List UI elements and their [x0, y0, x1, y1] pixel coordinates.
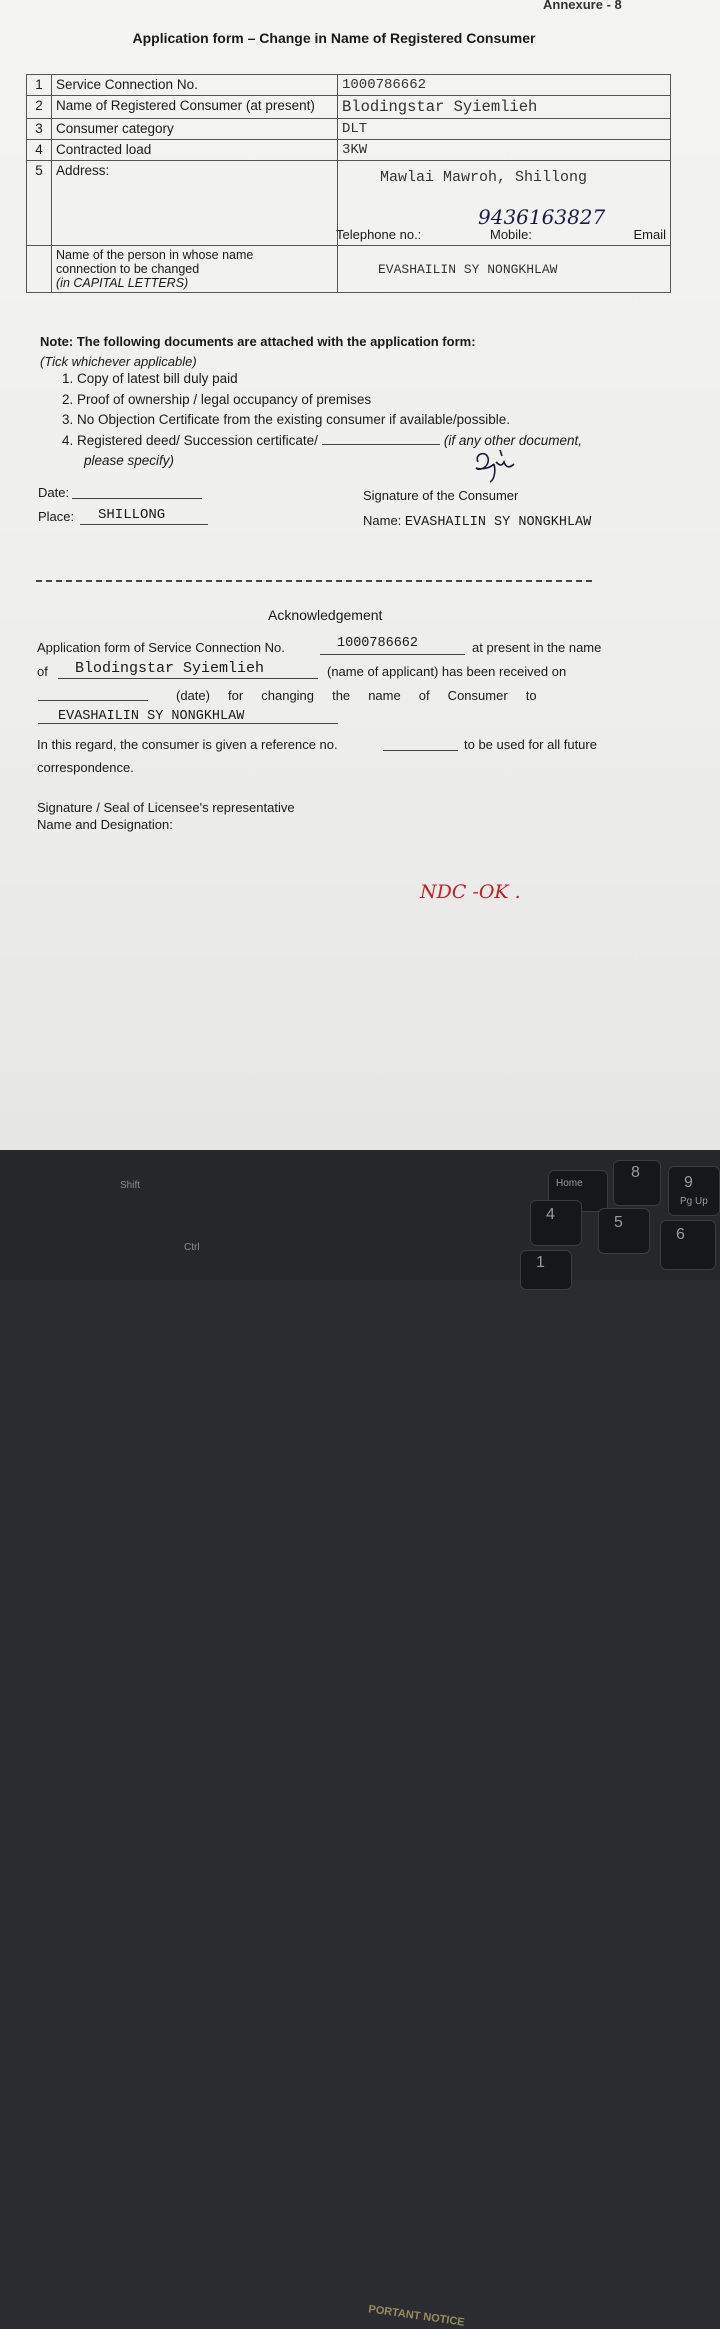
row-number: 3	[27, 119, 52, 140]
key-9-label: 9	[684, 1174, 693, 1191]
key-4-label: 4	[546, 1206, 555, 1223]
key-8-label: 8	[631, 1164, 640, 1181]
pgup-key	[668, 1166, 720, 1216]
blank-line	[322, 444, 440, 445]
ack-text: at present in the name	[472, 640, 602, 655]
row-value: DLT	[338, 119, 671, 140]
place-underline	[80, 524, 208, 525]
key-5-label: 5	[614, 1214, 623, 1231]
key-1	[520, 1250, 572, 1290]
ack-connection-value: 1000786662	[337, 636, 419, 651]
ack-underline	[58, 678, 318, 679]
table-row	[27, 75, 671, 96]
annexure-label: Annexure - 8	[543, 0, 622, 12]
ctrl-key-label: Ctrl	[184, 1242, 200, 1253]
date-blank-line	[72, 498, 202, 499]
ack-line-1	[37, 636, 619, 655]
list-item-suffix: (if any other document,	[443, 432, 582, 448]
home-key-label: Home	[556, 1178, 583, 1189]
ack-line-5	[37, 737, 619, 752]
place-value: SHILLONG	[98, 507, 166, 523]
address-cell	[338, 161, 671, 246]
ack-underline	[320, 654, 465, 655]
key-8	[613, 1160, 661, 1206]
form-paper	[0, 0, 720, 1150]
handwritten-note-ndc-ok	[418, 876, 538, 906]
keyboard-notice: PORTANT NOTICE	[367, 2303, 466, 2329]
table-row	[27, 119, 671, 140]
shift-key-label: Shift	[120, 1180, 141, 1191]
list-item: 2. Proof of ownership / legal occupancy of premises	[62, 391, 372, 407]
consumer-info-table	[26, 74, 671, 293]
ack-text: of	[37, 664, 48, 679]
list-item: 3. No Objection Certificate from the existing consumer if available/possible.	[62, 412, 510, 427]
ack-line-6: correspondence.	[37, 760, 134, 775]
table-row-new-name	[27, 246, 671, 293]
ack-line-2	[37, 660, 619, 679]
telephone-label: Telephone no.:	[336, 227, 422, 242]
new-name-label-line: Name of the person in whose name	[56, 248, 254, 262]
row-label: Consumer category	[52, 119, 338, 140]
signature-scribble	[472, 448, 532, 484]
licensee-designation-label: Name and Designation:	[37, 817, 173, 832]
row-number-empty	[27, 246, 52, 293]
ack-text: In this regard, the consumer is given a reference no.	[37, 737, 338, 752]
list-item: please specify)	[84, 453, 175, 468]
ack-text: (name of applicant) has been received on	[327, 664, 567, 679]
list-item: 1. Copy of latest bill duly paid	[62, 371, 238, 386]
note-heading: Note: The following documents are attached with the application form:	[40, 334, 476, 349]
row-number: 2	[27, 96, 52, 119]
table-row	[27, 96, 671, 119]
key-1-label: 1	[536, 1254, 545, 1271]
row-label: Name of Registered Consumer (at present)	[52, 96, 338, 119]
new-name-label	[52, 246, 338, 293]
table-row	[27, 140, 671, 161]
email-label: Email	[633, 227, 666, 242]
ack-underline	[38, 723, 338, 724]
mobile-number-handwritten: 9436163827	[478, 205, 606, 229]
ack-text: Application form of Service Connection No.	[37, 640, 285, 655]
row-value: 1000786662	[338, 75, 671, 96]
cut-line	[36, 580, 592, 582]
new-name-value: EVASHAILIN SY NONGKHLAW	[338, 246, 671, 293]
ack-date-blank	[38, 700, 148, 701]
ack-new-name-value: EVASHAILIN SY NONGKHLAW	[58, 709, 245, 724]
ack-text: to be used for all future	[464, 737, 597, 752]
name-value: EVASHAILIN SY NONGKHLAW	[404, 515, 592, 530]
date-label: Date:	[38, 485, 70, 500]
list-item-text: 4. Registered deed/ Succession certificate/	[62, 432, 318, 448]
new-name-label-line: (in CAPITAL LETTERS)	[56, 276, 189, 290]
ack-line-4	[58, 707, 640, 724]
table-row-address	[27, 161, 671, 246]
place-label: Place:	[38, 509, 75, 524]
key-6-label: 6	[676, 1226, 685, 1243]
acknowledgement-title: Acknowledgement	[268, 607, 383, 623]
ack-applicant-value: Blodingstar Syiemlieh	[75, 660, 265, 677]
address-value: Mawlai Mawroh, Shillong	[380, 169, 588, 186]
form-title: Application form – Change in Name of Registered Consumer	[132, 30, 536, 46]
row-value: Blodingstar Syiemlieh	[338, 96, 671, 119]
keyboard-background	[0, 1150, 720, 2329]
handwritten-note-text: NDC -OK .	[420, 881, 521, 903]
key-5	[598, 1208, 650, 1254]
name-label: Name:	[363, 513, 402, 528]
ack-reference-blank	[383, 750, 458, 751]
row-number: 5	[27, 161, 52, 246]
documents-note	[40, 332, 476, 372]
key-4	[530, 1200, 582, 1246]
new-name-label-line: connection to be changed	[56, 262, 200, 276]
mobile-label: Mobile:	[490, 227, 532, 242]
row-number: 4	[27, 140, 52, 161]
key-6	[660, 1220, 716, 1270]
ack-line-3: (date) for changing the name of Consumer to	[176, 688, 537, 703]
address-label: Address:	[52, 161, 338, 246]
pgup-key-label: Pg Up	[680, 1196, 708, 1207]
row-value: 3KW	[338, 140, 671, 161]
row-number: 1	[27, 75, 52, 96]
row-label: Contracted load	[52, 140, 338, 161]
row-label: Service Connection No.	[52, 75, 338, 96]
consumer-name	[363, 513, 591, 530]
note-subheading: (Tick whichever applicable)	[40, 354, 197, 369]
consumer-signature-label: Signature of the Consumer	[363, 488, 519, 503]
licensee-signature-label: Signature / Seal of Licensee's representative	[37, 800, 295, 815]
